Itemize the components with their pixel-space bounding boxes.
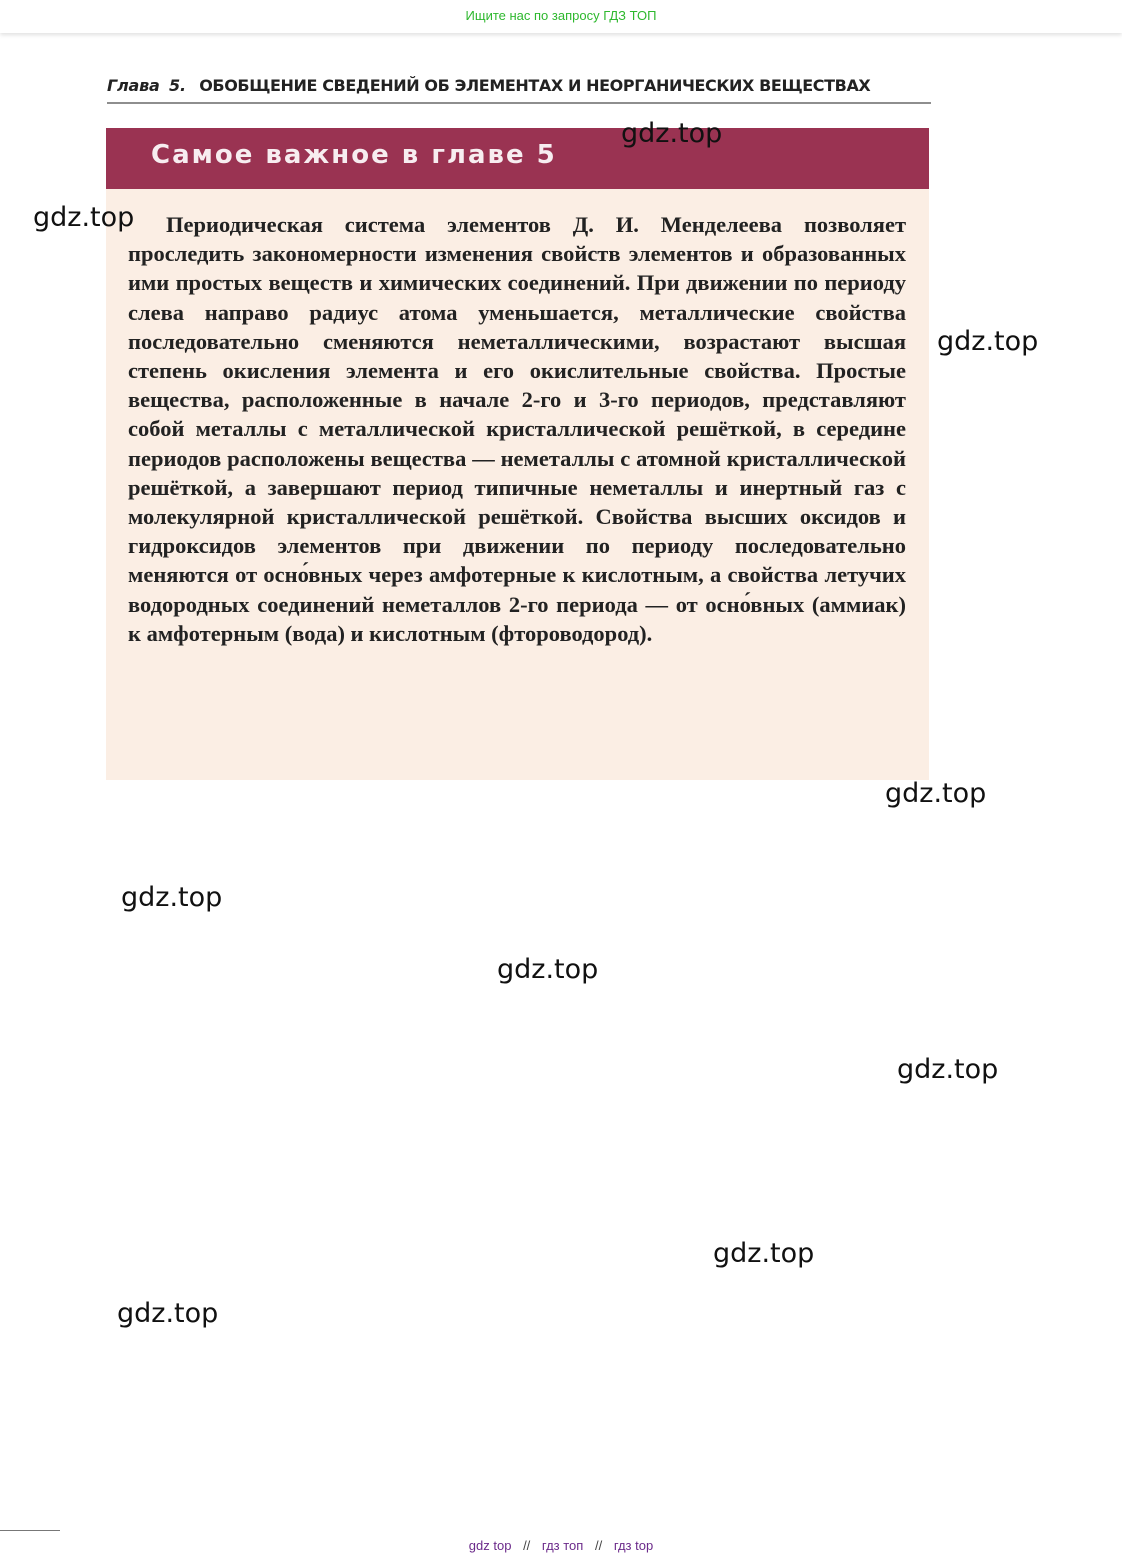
summary-body-text: Периодическая система элементов Д. И. Менделеева позволяет проследить закономерности изменения свойств элементов и образованных ими простых веществ и химических соединений. При движении по периоду слева направо радиус атома уменьшается, металлические свойства последовательно сменяются неметаллическими, возрастают высшая степень окисления элемента и его окислительные свойства. Простые вещества, расположенные в начале 2-го и 3-го периодов, представляют собой металлы с металлической кристаллической решёткой, в середине периодов расположены вещества — неметаллы с атомной кристаллической решёткой, а завершают период типичные неметаллы и инертный газ с молекулярной кристаллической решёткой. Свойства высших оксидов и гидроксидов элементов при движении по периоду последовательно меняются от осно́вных через амфотерные к кислотным, а свойства летучих водородных соединений неметаллов 2-го периода — от осно́вных (аммиак) к амфотерным (вода) и кислотным (фтороводород). bbox=[128, 212, 906, 646]
search-hint-banner bbox=[0, 0, 1122, 33]
watermark: gdz.top bbox=[33, 202, 135, 233]
watermark: gdz.top bbox=[621, 118, 723, 149]
watermark: gdz.top bbox=[713, 1238, 815, 1269]
watermark: gdz.top bbox=[885, 778, 987, 809]
chapter-word: Глава bbox=[107, 76, 160, 95]
watermark: gdz.top bbox=[897, 1054, 999, 1085]
divider bbox=[0, 1530, 60, 1531]
footer-separator: // bbox=[594, 1538, 603, 1553]
watermark: gdz.top bbox=[937, 326, 1039, 357]
chapter-header bbox=[107, 74, 931, 104]
search-hint-text: Ищите нас по запросу ГДЗ ТОП bbox=[465, 8, 657, 23]
footer-links bbox=[0, 1538, 1122, 1553]
watermark: gdz.top bbox=[121, 882, 223, 913]
summary-title: Самое важное в главе 5 bbox=[151, 140, 557, 170]
chapter-title: ОБОБЩЕНИЕ СВЕДЕНИЙ ОБ ЭЛЕМЕНТАХ И НЕОРГАНИЧЕСКИХ ВЕЩЕСТВАХ bbox=[199, 76, 871, 95]
footer-link-gdz-top[interactable]: gdz top bbox=[468, 1538, 512, 1553]
footer-separator: // bbox=[523, 1538, 531, 1553]
watermark: gdz.top bbox=[117, 1298, 219, 1329]
chapter-summary-box bbox=[106, 128, 929, 780]
footer-link-gdz-top-mixed[interactable]: гдз top bbox=[613, 1538, 654, 1553]
chapter-number: 5. bbox=[169, 76, 186, 95]
footer-link-gdz-top-ru[interactable]: гдз топ bbox=[541, 1538, 584, 1553]
watermark: gdz.top bbox=[497, 954, 599, 985]
summary-title-bar bbox=[106, 128, 929, 189]
